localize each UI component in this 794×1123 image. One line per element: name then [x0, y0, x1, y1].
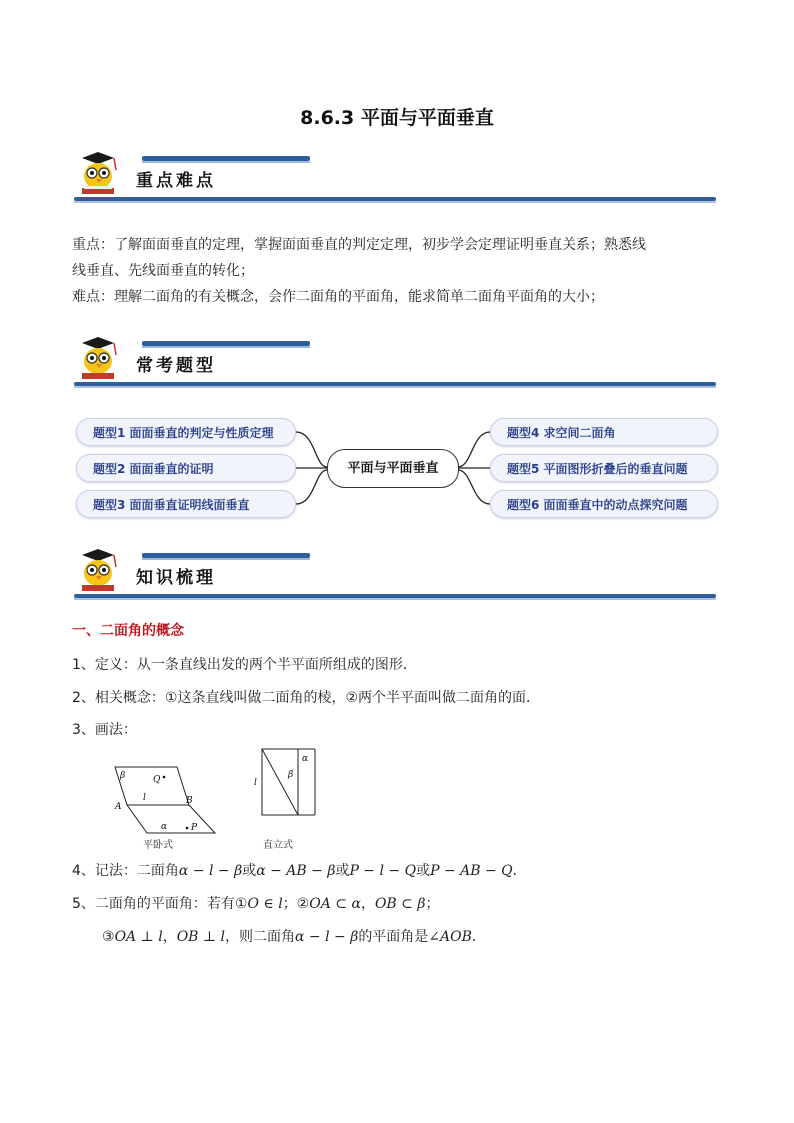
- mindmap-topic-2[interactable]: 题型2 面面垂直的证明: [76, 454, 296, 482]
- upright-figure: [254, 749, 315, 815]
- header-accent-bar: [142, 553, 310, 558]
- caption-upright: 直立式: [263, 840, 293, 851]
- text: 的平面角是: [358, 929, 429, 945]
- label-B: B: [186, 796, 193, 806]
- label-alpha-upright: α: [302, 754, 309, 764]
- comma: ，: [360, 896, 375, 912]
- label-alpha: α: [161, 822, 168, 832]
- angle-AOB: ∠AOB: [428, 929, 472, 945]
- mindmap-topic-5[interactable]: 题型5 平面图形折叠后的垂直问题: [490, 454, 718, 482]
- cond-2a: OA ⊂ α: [309, 896, 361, 912]
- page-title: 8.6.3 平面与平面垂直: [300, 107, 494, 129]
- notation-4: P − AB − Q: [430, 863, 513, 879]
- label-Q: Q: [153, 775, 161, 785]
- item-2: 2、相关概念：①这条直线叫做二面角的棱，②两个半平面叫做二面角的面．: [72, 690, 541, 706]
- knowledge-heading: 一、二面角的概念: [72, 623, 184, 639]
- section-header-key-points: [74, 148, 716, 210]
- or-word: 或: [335, 863, 350, 879]
- mascot-icon: [76, 333, 126, 383]
- label-P: P: [191, 823, 198, 833]
- header-underline: [74, 197, 716, 201]
- label-beta: β: [120, 771, 126, 781]
- mindmap-topic-6[interactable]: 题型6 面面垂直中的动点探究问题: [490, 490, 718, 518]
- cond-3b: OB ⊥ l: [176, 929, 226, 945]
- flat-figure: [114, 767, 215, 833]
- end: ．: [471, 929, 486, 945]
- notation-1: α − l − β: [178, 863, 243, 879]
- cond-1: O ∈ l: [247, 896, 283, 912]
- or-word: 或: [242, 863, 257, 879]
- dihedral-notation: α − l − β: [295, 929, 359, 945]
- item-1: 1、定义：从一条直线出发的两个半平面所组成的图形．: [72, 657, 417, 673]
- or-word: 或: [416, 863, 431, 879]
- label-beta-upright: β: [288, 770, 294, 780]
- item-5-prefix: 5、二面角的平面角：若有①: [72, 896, 248, 912]
- item-4: [72, 858, 727, 884]
- item-5-cont: [102, 924, 722, 950]
- dihedral-angle-figure: [105, 745, 345, 850]
- label-l-upright: l: [254, 778, 257, 788]
- focus-line-1: 重点：了解面面垂直的定理，掌握面面垂直的判定定理，初步学会定理证明垂直关系；熟悉线: [72, 237, 646, 253]
- mascot-icon: [76, 545, 126, 595]
- header-underline: [74, 382, 716, 386]
- mindmap-center: 平面与平面垂直: [327, 449, 459, 488]
- item-5b-prefix: ③: [102, 929, 115, 945]
- sep: ；②: [282, 896, 310, 912]
- item-4-prefix: 4、记法：二面角: [72, 863, 179, 879]
- cond-2b: OB ⊂ β: [374, 896, 426, 912]
- item-3: 3、画法：: [72, 722, 137, 738]
- header-underline: [74, 594, 716, 598]
- section-header-knowledge: [74, 545, 716, 607]
- item-4-end: ．: [512, 863, 527, 879]
- mindmap-topic-4[interactable]: 题型4 求空间二面角: [490, 418, 718, 446]
- mindmap-topic-1[interactable]: 题型1 面面垂直的判定与性质定理: [76, 418, 296, 446]
- section-title: 知识梳理: [136, 568, 216, 588]
- notation-2: α − AB − β: [256, 863, 336, 879]
- difficulty-line: 难点：理解二面角的有关概念，会作二面角的平面角，能求简单二面角平面角的大小；: [72, 289, 604, 305]
- label-l: l: [143, 793, 146, 803]
- label-A: A: [115, 802, 122, 812]
- focus-line-2: 线垂直、先线面垂直的转化；: [72, 263, 254, 279]
- item-5: [72, 891, 727, 917]
- caption-flat: 平卧式: [143, 840, 173, 851]
- notation-3: P − l − Q: [349, 863, 417, 879]
- section-title: 常考题型: [136, 356, 216, 376]
- mascot-icon: [76, 148, 126, 198]
- section-header-question-types: [74, 333, 716, 395]
- text: ，则二面角: [225, 929, 296, 945]
- focus-text: [72, 232, 727, 310]
- comma: ，: [162, 929, 177, 945]
- sep: ；: [425, 896, 440, 912]
- mindmap-topic-3[interactable]: 题型3 面面垂直证明线面垂直: [76, 490, 296, 518]
- cond-3a: OA ⊥ l: [114, 929, 163, 945]
- header-accent-bar: [142, 341, 310, 346]
- section-title: 重点难点: [136, 171, 216, 191]
- header-accent-bar: [142, 156, 310, 161]
